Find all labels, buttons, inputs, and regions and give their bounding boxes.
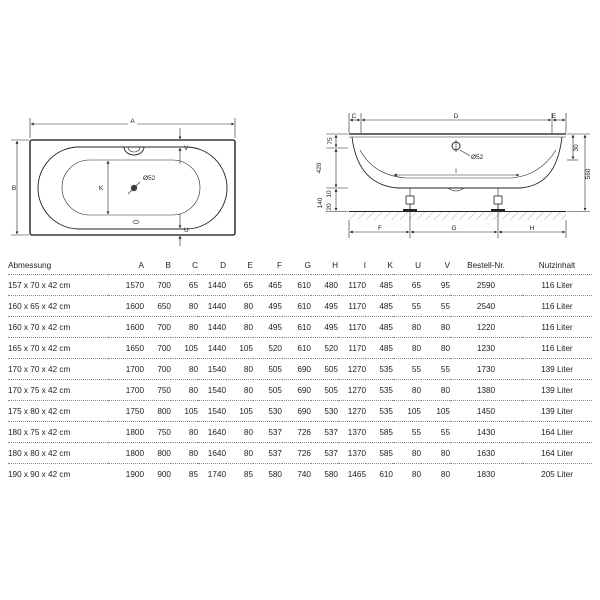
table-cell: 1270: [338, 380, 366, 401]
table-row: [8, 317, 592, 338]
dim-label-i: I: [455, 168, 457, 175]
floor-hatch: [349, 212, 566, 220]
table-cell: 585: [366, 422, 393, 443]
table-cell: 1630: [450, 443, 522, 464]
column-header: V: [444, 260, 450, 270]
table-cell: 1440: [198, 296, 226, 317]
table-cell: 495: [253, 317, 282, 338]
table-cell: 80: [393, 338, 421, 359]
table-cell: 85: [226, 464, 253, 485]
table-cell: 650: [144, 296, 171, 317]
table-cell: 580: [253, 464, 282, 485]
table-cell: 105: [171, 338, 198, 359]
table-row: [8, 380, 592, 401]
table-cell: 1440: [198, 317, 226, 338]
table-cell: 180 x 75 x 42 cm: [8, 422, 108, 443]
table-cell: 55: [421, 359, 450, 380]
dim-label-v: V: [184, 145, 189, 152]
table-cell: 1270: [338, 359, 366, 380]
hole-label-side: Ø52: [471, 154, 484, 161]
table-cell: 1640: [198, 443, 226, 464]
table-cell: 65: [171, 275, 198, 296]
overflow-fitting: [124, 147, 144, 155]
table-cell: 1220: [450, 317, 522, 338]
table-cell: 80: [393, 380, 421, 401]
table-cell: 485: [366, 296, 393, 317]
dim-label-u: U: [184, 227, 189, 234]
table-cell: 530: [253, 401, 282, 422]
table-cell: 700: [144, 317, 171, 338]
table-cell: 900: [144, 464, 171, 485]
table-cell: 495: [311, 296, 338, 317]
table-cell: 105: [393, 401, 421, 422]
table-row: [8, 464, 592, 485]
table-cell: 537: [253, 443, 282, 464]
table-cell: 1380: [450, 380, 522, 401]
dim-label-f: F: [378, 225, 382, 232]
table-cell: 1800: [108, 443, 144, 464]
table-cell: 80: [421, 338, 450, 359]
table-cell: 465: [253, 275, 282, 296]
table-cell: 537: [311, 422, 338, 443]
dim-label-75: 75: [327, 137, 334, 145]
dim-label-d: D: [453, 113, 459, 120]
table-cell: 55: [393, 422, 421, 443]
table-cell: 2540: [450, 296, 522, 317]
table-cell: 80: [171, 380, 198, 401]
dim-label-30: 30: [573, 144, 580, 152]
table-cell: 1700: [108, 359, 144, 380]
table-cell: 505: [253, 359, 282, 380]
table-cell: 1730: [450, 359, 522, 380]
table-cell: 537: [253, 422, 282, 443]
table-cell: 1440: [198, 275, 226, 296]
column-header: I: [363, 260, 366, 270]
column-header: Bestell-Nr.: [467, 260, 505, 270]
dim-label-h: H: [529, 225, 535, 232]
table-cell: 1430: [450, 422, 522, 443]
table-cell: 1740: [198, 464, 226, 485]
table-cell: 85: [171, 464, 198, 485]
table-cell: 164 Liter: [522, 443, 592, 464]
table-cell: 139 Liter: [522, 380, 592, 401]
table-cell: 726: [282, 422, 311, 443]
table-cell: 116 Liter: [522, 317, 592, 338]
table-cell: 1540: [198, 380, 226, 401]
table-row: [8, 338, 592, 359]
table-cell: 1370: [338, 443, 366, 464]
table-cell: 485: [366, 317, 393, 338]
column-header: H: [332, 260, 338, 270]
table-cell: 80: [421, 464, 450, 485]
table-cell: 80: [171, 317, 198, 338]
table-cell: 1900: [108, 464, 144, 485]
table-cell: 1750: [108, 401, 144, 422]
table-row: [8, 296, 592, 317]
side-view: [316, 113, 592, 238]
table-cell: 530: [311, 401, 338, 422]
table-cell: 480: [311, 275, 338, 296]
table-cell: 2590: [450, 275, 522, 296]
table-cell: 1640: [198, 422, 226, 443]
table-cell: 520: [253, 338, 282, 359]
table-cell: 80: [393, 464, 421, 485]
table-cell: 610: [282, 338, 311, 359]
table-cell: 1450: [450, 401, 522, 422]
table-cell: 80: [421, 317, 450, 338]
table-cell: 160 x 70 x 42 cm: [8, 317, 108, 338]
table-cell: 750: [144, 380, 171, 401]
column-header: D: [220, 260, 226, 270]
table-cell: 80: [226, 380, 253, 401]
technical-drawing: [0, 0, 600, 250]
foot-right: [491, 188, 505, 212]
column-header: K: [387, 260, 393, 270]
table-row: [8, 443, 592, 464]
table-cell: 1700: [108, 380, 144, 401]
column-header: G: [304, 260, 311, 270]
dim-label-k: K: [98, 185, 104, 192]
table-cell: 190 x 90 x 42 cm: [8, 464, 108, 485]
drain-icon: [128, 182, 140, 194]
table-cell: 80: [171, 296, 198, 317]
table-cell: 800: [144, 401, 171, 422]
column-header: B: [165, 260, 171, 270]
foot-left: [403, 188, 417, 212]
table-cell: 65: [393, 275, 421, 296]
column-header: A: [138, 260, 144, 270]
column-header: Abmessung: [8, 260, 52, 270]
table-cell: 80: [171, 359, 198, 380]
table-cell: 80: [421, 443, 450, 464]
table-cell: 1465: [338, 464, 366, 485]
table-cell: 505: [311, 359, 338, 380]
table-cell: 1170: [338, 317, 366, 338]
table-row: [8, 359, 592, 380]
table-cell: 1540: [198, 359, 226, 380]
table-cell: 1600: [108, 317, 144, 338]
table-cell: 610: [282, 317, 311, 338]
hole-label-top: Ø52: [143, 175, 156, 182]
table-cell: 170 x 70 x 42 cm: [8, 359, 108, 380]
table-cell: 105: [421, 401, 450, 422]
table-cell: 80: [171, 443, 198, 464]
table-cell: 116 Liter: [522, 338, 592, 359]
table-cell: 164 Liter: [522, 422, 592, 443]
table-cell: 160 x 65 x 42 cm: [8, 296, 108, 317]
table-cell: 1600: [108, 296, 144, 317]
table-cell: 610: [282, 296, 311, 317]
table-cell: 585: [366, 443, 393, 464]
table-cell: 180 x 80 x 42 cm: [8, 443, 108, 464]
overflow-icon: [452, 140, 460, 152]
table-cell: 139 Liter: [522, 401, 592, 422]
dim-label-10: 10: [326, 190, 333, 198]
table-cell: 205 Liter: [522, 464, 592, 485]
dim-label-140: 140: [317, 197, 324, 209]
dim-label-e: E: [551, 113, 557, 120]
column-header: F: [276, 260, 282, 270]
table-cell: 1440: [198, 338, 226, 359]
dim-label-b: B: [11, 185, 17, 192]
table-cell: 1650: [108, 338, 144, 359]
table-cell: 535: [366, 380, 393, 401]
table-cell: 485: [366, 275, 393, 296]
column-header: C: [192, 260, 198, 270]
table-cell: 1270: [338, 401, 366, 422]
table-row: [8, 275, 592, 296]
column-header: U: [415, 260, 421, 270]
table-cell: 95: [421, 275, 450, 296]
table-cell: 80: [421, 380, 450, 401]
table-cell: 1830: [450, 464, 522, 485]
table-cell: 1170: [338, 338, 366, 359]
table-cell: 105: [226, 338, 253, 359]
dim-label-560: 560: [585, 168, 592, 180]
table-cell: 610: [366, 464, 393, 485]
table-row: [8, 422, 592, 443]
table-cell: 139 Liter: [522, 359, 592, 380]
table-cell: 750: [144, 422, 171, 443]
table-cell: 700: [144, 338, 171, 359]
dimension-table: [8, 256, 592, 484]
table-cell: 80: [393, 443, 421, 464]
dim-label-g: G: [451, 225, 457, 232]
dim-label-20: 20: [326, 203, 333, 211]
table-cell: 535: [366, 401, 393, 422]
bottom-mark: [133, 220, 139, 223]
table-cell: 65: [226, 275, 253, 296]
table-cell: 55: [421, 296, 450, 317]
table-cell: 80: [226, 443, 253, 464]
table-cell: 55: [393, 359, 421, 380]
table-cell: 175 x 80 x 42 cm: [8, 401, 108, 422]
table-cell: 505: [311, 380, 338, 401]
table-cell: 1170: [338, 296, 366, 317]
table-header-row: [8, 256, 592, 275]
table-cell: 80: [393, 317, 421, 338]
table-cell: 690: [282, 401, 311, 422]
table-cell: 700: [144, 359, 171, 380]
table-cell: 495: [253, 296, 282, 317]
table-cell: 80: [226, 422, 253, 443]
table-cell: 80: [226, 359, 253, 380]
table-cell: 55: [421, 422, 450, 443]
table-cell: 1800: [108, 422, 144, 443]
table-cell: 740: [282, 464, 311, 485]
table-cell: 116 Liter: [522, 296, 592, 317]
table-cell: 80: [171, 422, 198, 443]
table-cell: 80: [226, 296, 253, 317]
table-cell: 537: [311, 443, 338, 464]
table-cell: 165 x 70 x 42 cm: [8, 338, 108, 359]
table-cell: 1170: [338, 275, 366, 296]
dim-label-420: 420: [316, 162, 323, 174]
table-cell: 520: [311, 338, 338, 359]
column-header: Nutzinhalt: [538, 260, 576, 270]
table-cell: 1570: [108, 275, 144, 296]
dim-label-c: C: [351, 113, 357, 120]
table-cell: 157 x 70 x 42 cm: [8, 275, 108, 296]
table-cell: 485: [366, 338, 393, 359]
table-cell: 105: [171, 401, 198, 422]
table-cell: 1540: [198, 401, 226, 422]
table-cell: 495: [311, 317, 338, 338]
table-cell: 1230: [450, 338, 522, 359]
table-cell: 690: [282, 359, 311, 380]
table-row: [8, 401, 592, 422]
table-cell: 580: [311, 464, 338, 485]
table-cell: 700: [144, 275, 171, 296]
dim-label-a: A: [130, 118, 135, 125]
table-cell: 726: [282, 443, 311, 464]
table-cell: 505: [253, 380, 282, 401]
table-cell: 690: [282, 380, 311, 401]
table-cell: 800: [144, 443, 171, 464]
table-cell: 80: [226, 317, 253, 338]
table-cell: 535: [366, 359, 393, 380]
table-cell: 105: [226, 401, 253, 422]
column-header: E: [247, 260, 253, 270]
table-cell: 170 x 75 x 42 cm: [8, 380, 108, 401]
top-view: [11, 117, 235, 246]
table-cell: 55: [393, 296, 421, 317]
table-cell: 610: [282, 275, 311, 296]
table-cell: 1370: [338, 422, 366, 443]
table-cell: 116 Liter: [522, 275, 592, 296]
